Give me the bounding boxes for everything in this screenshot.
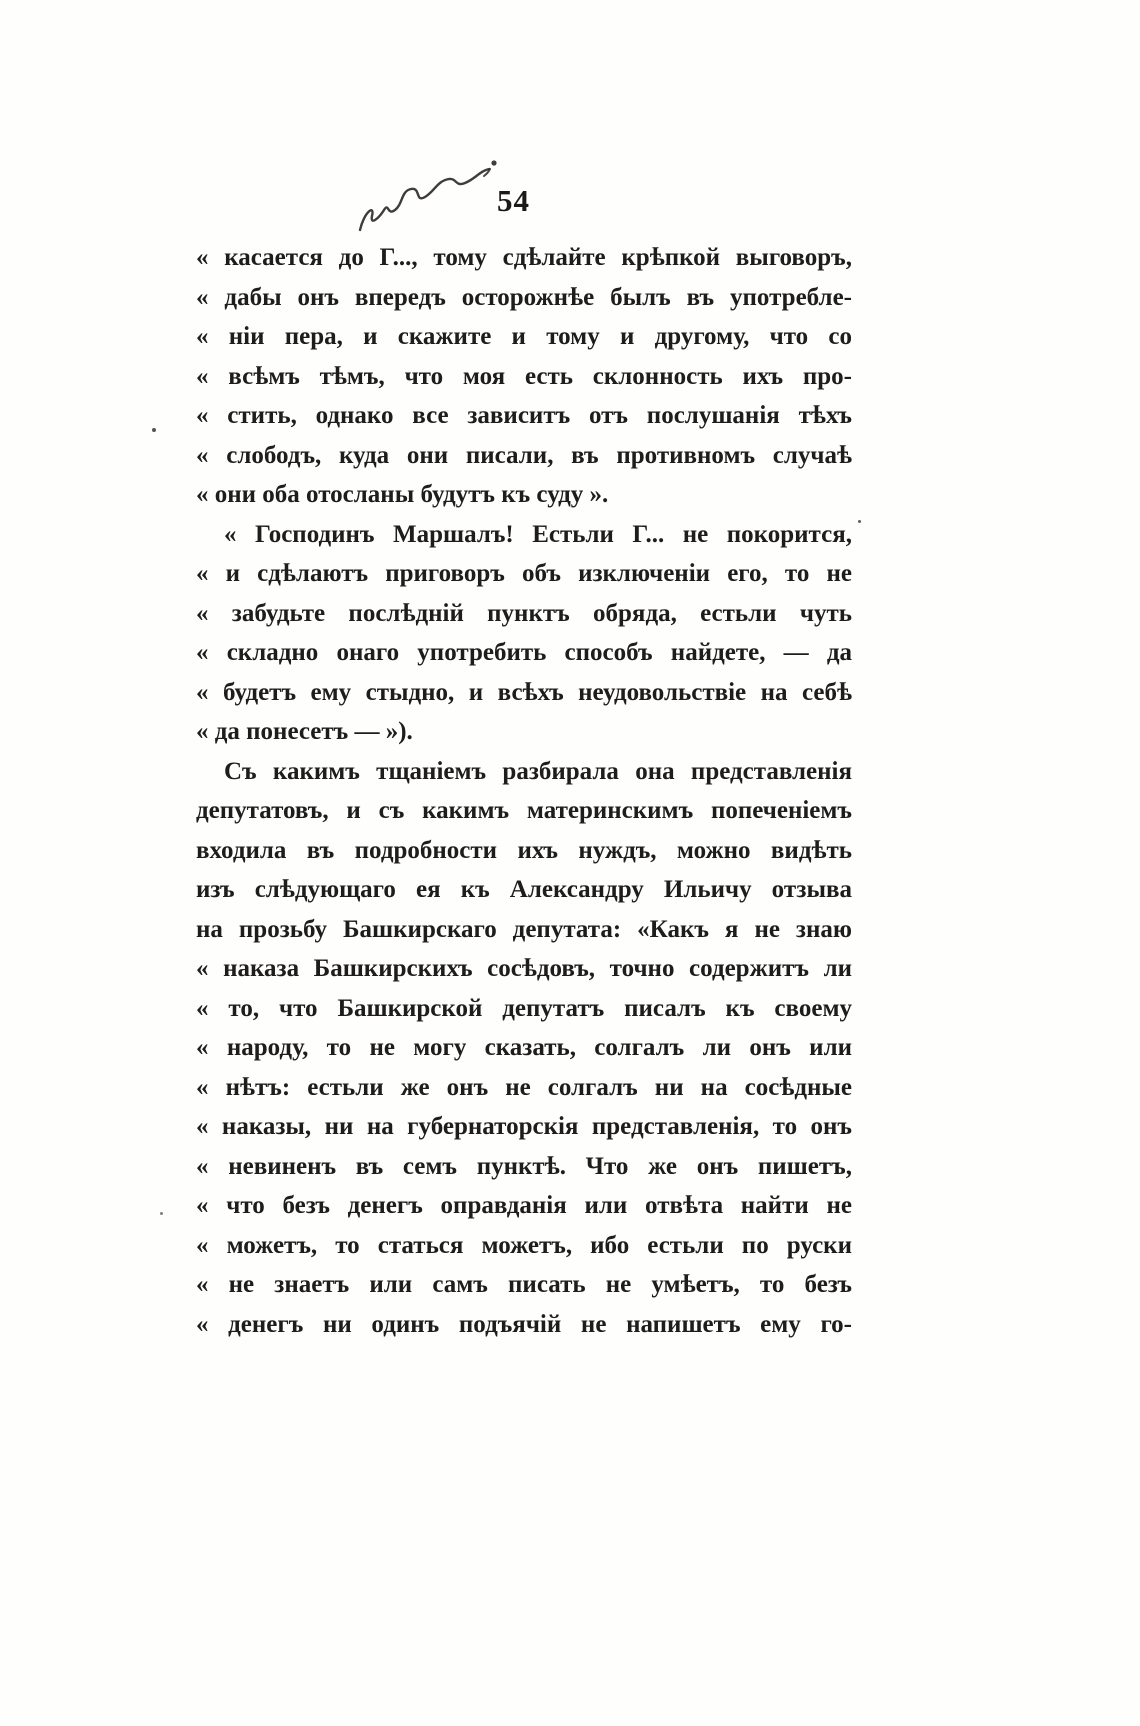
text-line: « всѣмъ тѣмъ, что моя есть склонность ихъ про- bbox=[196, 362, 852, 390]
text-line: депутатовъ, и съ какимъ материнскимъ попеченіемъ bbox=[196, 797, 852, 824]
ink-speck bbox=[160, 1212, 163, 1215]
paragraph bbox=[196, 752, 852, 1345]
text-line: « дабы онъ впередъ осторожнѣе былъ въ употребле- bbox=[196, 283, 852, 311]
text-line: на прозьбу Башкирскаго депутата: «Какъ я не знаю bbox=[196, 915, 852, 943]
paragraph bbox=[196, 238, 852, 515]
text-line: « невиненъ въ семъ пунктѣ. Что же онъ пишетъ, bbox=[196, 1152, 852, 1180]
text-line: Съ какимъ тщаніемъ разбирала она представленія bbox=[224, 757, 852, 785]
text-line: « можетъ, то статься можетъ, ибо естьли по руски bbox=[196, 1231, 852, 1259]
text-line: « наказы, ни на губернаторскія представленія, то онъ bbox=[196, 1113, 852, 1140]
handwritten-annotation-icon bbox=[356, 158, 508, 240]
text-line: « и сдѣлаютъ приговоръ объ изключеніи его, то не bbox=[196, 560, 852, 587]
text-line: « не знаетъ или самъ писать не умѣетъ, то безъ bbox=[196, 1271, 852, 1298]
text-line: « народу, то не могу сказать, солгалъ ли онъ или bbox=[196, 1034, 852, 1061]
ink-speck bbox=[858, 520, 861, 523]
text-line: « да понесетъ — »). bbox=[196, 718, 413, 745]
text-line: « будетъ ему стыдно, и всѣхъ неудовольствіе на себѣ bbox=[196, 678, 852, 706]
text-line: « касается до Г..., тому сдѣлайте крѣпкой выговоръ, bbox=[196, 244, 852, 271]
text-line: « складно онаго употребить способъ найдете, — да bbox=[196, 639, 852, 666]
text-line: входила въ подробности ихъ нуждъ, можно видѣть bbox=[196, 836, 852, 864]
text-line: « денегъ ни одинъ подъячій не напишетъ ему го- bbox=[196, 1310, 852, 1338]
text-line: « забудьте послѣдній пунктъ обряда, естьли чуть bbox=[196, 599, 852, 627]
text-line: « то, что Башкирской депутатъ писалъ къ своему bbox=[196, 994, 852, 1022]
text-line: « они оба отосланы будутъ къ суду ». bbox=[196, 481, 609, 508]
text-line: « слободъ, куда они писали, въ противномъ случаѣ bbox=[196, 441, 852, 469]
text-line: « наказа Башкирскихъ сосѣдовъ, точно содержитъ ли bbox=[196, 955, 852, 982]
paragraph bbox=[196, 515, 852, 752]
ink-speck bbox=[152, 428, 156, 432]
text-line: « нѣтъ: естьли же онъ не солгалъ ни на сосѣдные bbox=[196, 1073, 852, 1101]
text-line: « ніи пера, и скажите и тому и другому, что со bbox=[196, 323, 852, 350]
text-line: изъ слѣдующаго ея къ Александру Ильичу отзыва bbox=[196, 876, 852, 903]
text-line: « Господинъ Маршалъ! Естьли Г... не покорится, bbox=[224, 520, 852, 548]
page-number: 54 bbox=[497, 183, 530, 218]
text-block bbox=[196, 238, 852, 1344]
text-line: « стить, однако все зависитъ отъ послушанія тѣхъ bbox=[196, 402, 852, 429]
text-line: « что безъ денегъ оправданія или отвѣта найти не bbox=[196, 1192, 852, 1219]
